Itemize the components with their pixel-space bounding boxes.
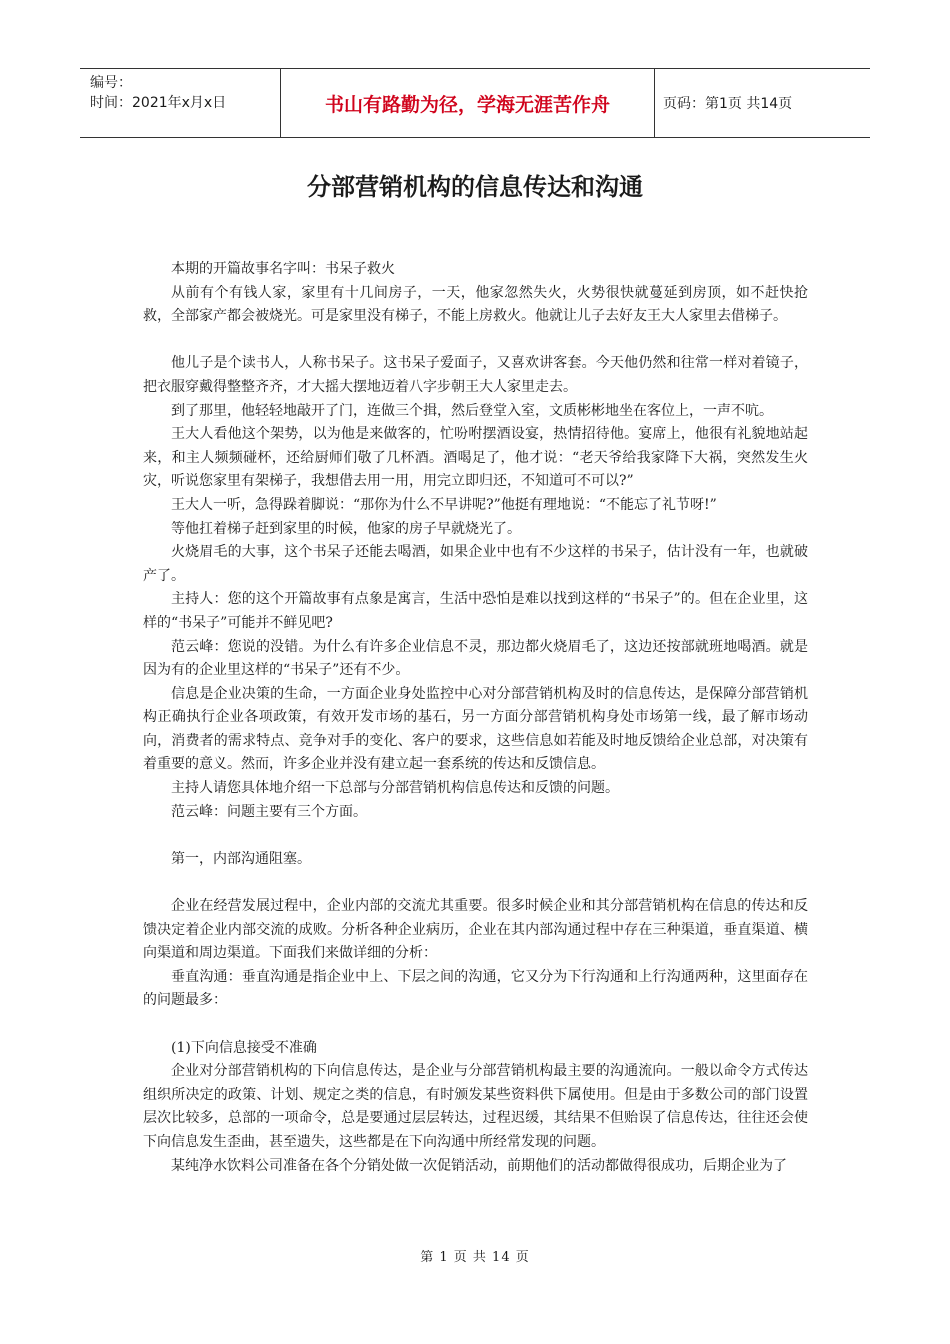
subsection-heading: (1)下向信息接受不准确	[171, 1039, 317, 1056]
paragraph: 王大人一听，急得跺着脚说：“那你为什么不早讲呢?”他挺有理地说：“不能忘了礼节呀!”	[171, 496, 717, 513]
header-table	[80, 68, 870, 138]
paragraph: 垂直沟通：垂直沟通是指企业中上、下层之间的沟通，它又分为下行沟通和上行沟通两种，这里面存在的问题最多：	[143, 968, 808, 1009]
paragraph: 主持人请您具体地介绍一下总部与分部营销机构信息传达和反馈的问题。	[171, 780, 619, 797]
section-heading: 第一，内部沟通阻塞。	[171, 850, 311, 867]
document-body	[143, 258, 808, 1178]
header-page-info: 页码：第1页 共14页	[663, 96, 793, 112]
paragraph: 王大人看他这个架势，以为他是来做客的，忙吩咐摆酒设宴，热情招待他。宴席上，他很有礼貌地站起来，和主人频频碰杯，还给厨师们敬了几杯酒。酒喝足了，他才说：“老天爷给我家降下大祸，突然发生火灾，听说您家里有架梯子，我想借去用一用，用完立即归还，不知道可不可以?”	[143, 426, 808, 490]
paragraph: 火烧眉毛的大事，这个书呆子还能去喝酒，如果企业中也有不少这样的书呆子，估计没有一年，也就破产了。	[143, 544, 808, 584]
paragraph: 信息是企业决策的生命，一方面企业身处监控中心对分部营销机构及时的信息传达，是保障分部营销机构正确执行企业各项政策，有效开发市场的基石，另一方面分部营销机构身处市场第一线，最了解市场动向，消费者的需求特点、竞争对手的变化、客户的要求，这些信息如若能及时地反馈给企业总部，对决策有着重要的意义。然而，许多企业并没有建立起一套系统的传达和反馈信息。	[143, 685, 808, 773]
paragraph: 企业对分部营销机构的下向信息传达，是企业与分部营销机构最主要的沟通流向。一般以命令方式传达组织所决定的政策、计划、规定之类的信息，有时颁发某些资料供下属使用。但是由于多数公司的部门设置层次比较多，总部的一项命令，总是要通过层层转达，过程迟缓，其结果不但贻误了信息传达，往往还会使下向信息发生歪曲，甚至遗失，这些都是在下向沟通中所经常发现的问题。	[143, 1063, 808, 1150]
paragraph: 他儿子是个读书人，人称书呆子。这书呆子爱面子，又喜欢讲客套。今天他仍然和往常一样对着镜子，把衣服穿戴得整整齐齐，才大摇大摆地迈着八字步朝王大人家里走去。	[143, 355, 808, 395]
paragraph: 某纯净水饮料公司准备在各个分销处做一次促销活动，前期他们的活动都做得很成功，后期企业为了	[171, 1157, 787, 1174]
header-motto: 书山有路勤为径，学海无涯苦作舟	[280, 69, 655, 137]
number-label: 编号：	[90, 75, 132, 91]
page-footer: 第 1 页 共 14 页	[420, 1250, 530, 1265]
document-title: 分部营销机构的信息传达和沟通	[307, 173, 643, 201]
paragraph: 到了那里，他轻轻地敲开了门，连做三个揖，然后登堂入室，文质彬彬地坐在客位上，一声不吭。	[171, 402, 773, 419]
paragraph: 等他扛着梯子赶到家里的时候，他家的房子早就烧光了。	[171, 520, 521, 537]
paragraph: 本期的开篇故事名字叫：书呆子救火	[171, 261, 395, 277]
paragraph: 企业在经营发展过程中，企业内部的交流尤其重要。很多时候企业和其分部营销机构在信息的传达和反馈决定着企业内部交流的成败。分析各种企业病历，企业在其内部沟通过程中存在三种渠道，垂直渠道、横向渠道和周边渠道。下面我们来做详细的分析：	[143, 898, 808, 962]
time-label: 时间：2021年x月x日	[90, 95, 227, 111]
header-meta	[80, 69, 280, 137]
paragraph: 从前有个有钱人家，家里有十几间房子，一天，他家忽然失火，火势很快就蔓延到房顶，如不赶快抢救，全部家产都会被烧光。可是家里没有梯子，不能上房救火。他就让儿子去好友王大人家里去借梯子。	[143, 284, 808, 325]
paragraph: 范云峰：问题主要有三个方面。	[171, 803, 367, 820]
paragraph: 范云峰：您说的没错。为什么有许多企业信息不灵，那边都火烧眉毛了，这边还按部就班地喝酒。就是因为有的企业里这样的“书呆子”还有不少。	[143, 638, 808, 679]
paragraph: 主持人：您的这个开篇故事有点象是寓言，生活中恐怕是难以找到这样的“书呆子”的。但在企业里，这样的“书呆子”可能并不鲜见吧?	[143, 591, 808, 631]
